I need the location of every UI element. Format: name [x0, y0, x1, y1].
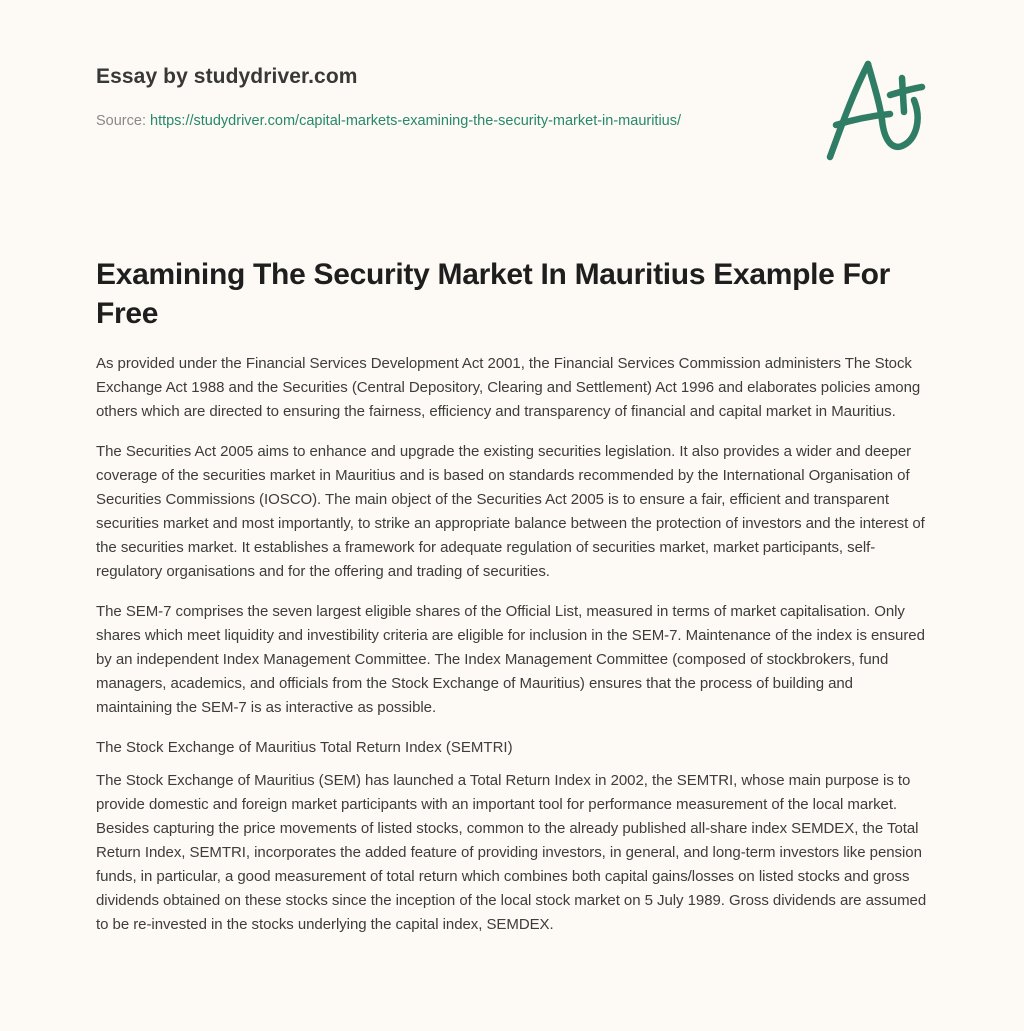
source-label: Source:: [96, 113, 150, 129]
section-subheading: The Stock Exchange of Mauritius Total Return Index (SEMTRI): [96, 739, 513, 756]
paragraph: The SEM-7 comprises the seven largest eligible shares of the Official List, measured in terms of market capitalisation. Only shares which meet liquidity and investibility criteria are eligible for inclusion in the SEM-7. Maintenance of the index is ensured by an independent Index Management Committee. The Index Management Committee (composed of stockbrokers, fund managers, academics, and officials from the Stock Exchange of Mauritius) ensures that the process of building and maintaining the SEM-7 is as interactive as possible.: [96, 603, 925, 716]
essay-article: [96, 255, 928, 953]
brand-title: Essay by studydriver.com: [96, 65, 358, 88]
essay-title: Examining The Security Market In Mauritius Example For Free: [96, 258, 891, 330]
source-line: [96, 109, 736, 133]
a-plus-grade-icon: [822, 40, 930, 165]
source-link[interactable]: https://studydriver.com/capital-markets-examining-the-security-market-in-mauritius/: [150, 113, 682, 129]
essay-header: [96, 62, 736, 133]
paragraph: The Securities Act 2005 aims to enhance and upgrade the existing securities legislation. It also provides a wider and deeper coverage of the securities market in Mauritius and is based on standards recommended by the International Organisation of Securities Commissions (IOSCO). The main object of the Securities Act 2005 is to ensure a fair, efficient and transparent securities market and most importantly, to strike an appropriate balance between the protection of investors and the interest of the securities market. It establishes a framework for adequate regulation of securities market, market participants, self-regulatory organisations and for the offering and trading of securities.: [96, 443, 925, 580]
paragraph: The Stock Exchange of Mauritius (SEM) has launched a Total Return Index in 2002, the SEMTRI, whose main purpose is to provide domestic and foreign market participants with an important tool for performance measurement of the local market. Besides capturing the price movements of listed stocks, common to the already published all-share index SEMDEX, the Total Return Index, SEMTRI, incorporates the added feature of providing investors, in general, and long-term investors like pension funds, in particular, a good measurement of total return which combines both capital gains/losses on listed stocks and gross dividends obtained on these stocks since the inception of the local stock market on 5 July 1989. Gross dividends are assumed to be re-invested in the stocks underlying the capital index, SEMDEX.: [96, 772, 927, 933]
paragraph: As provided under the Financial Services Development Act 2001, the Financial Services Commission administers The Stock Exchange Act 1988 and the Securities (Central Depository, Clearing and Settlement) Act 1996 and elaborates policies among others which are directed to ensuring the fairness, efficiency and transparency of financial and capital market in Mauritius.: [96, 355, 921, 420]
